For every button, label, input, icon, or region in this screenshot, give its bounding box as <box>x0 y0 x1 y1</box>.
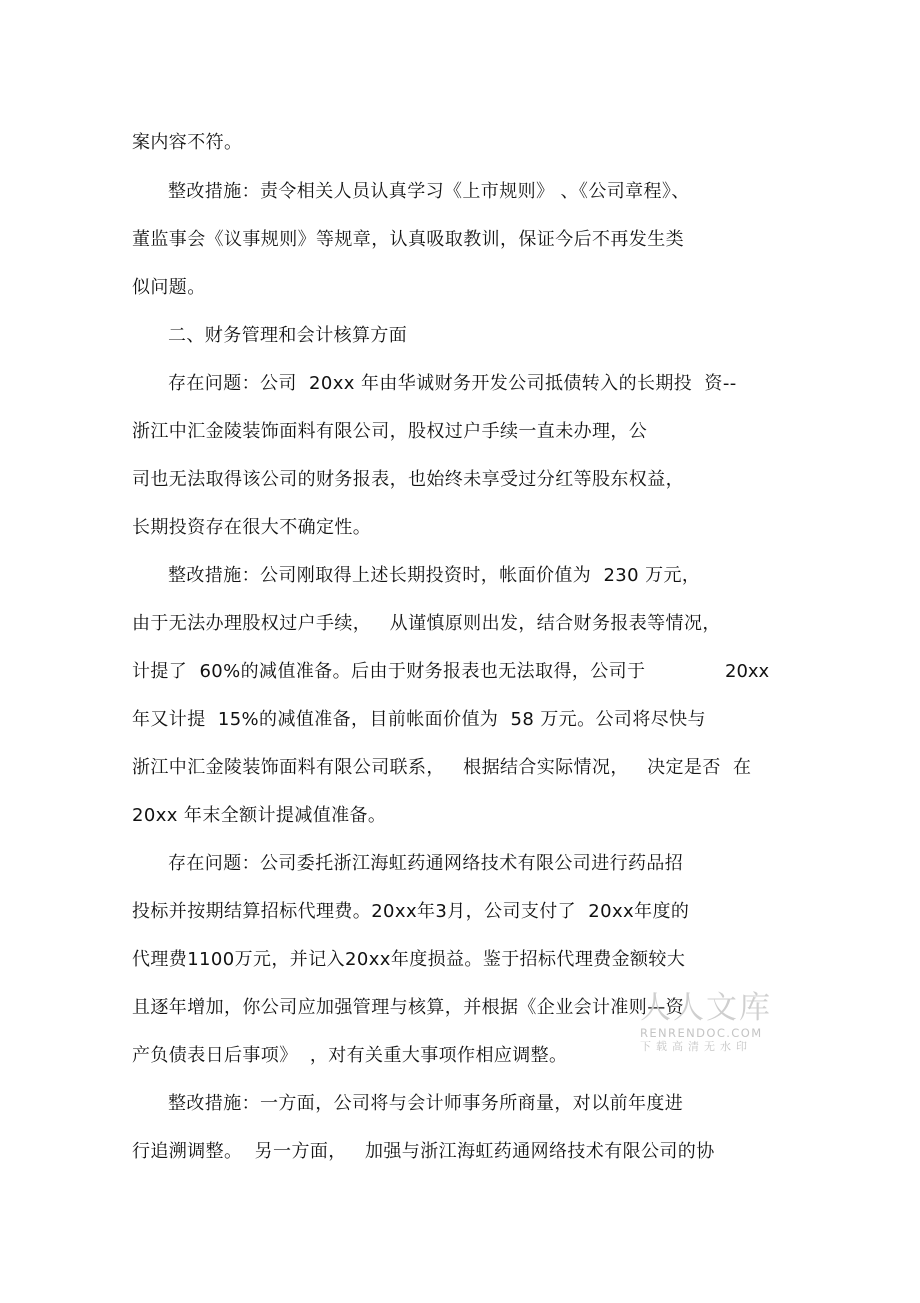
text-line-tail: 20xx <box>725 661 770 682</box>
text-line: 产负债表日后事项》 ，对有关重大事项作相应调整。 <box>132 1045 568 1066</box>
text-line: 整改措施：一方面，公司将与会计师事务所商量，对以前年度进 <box>168 1093 684 1114</box>
text-line: 行追溯调整。 另一方面， 加强与浙江海虹药通网络技术有限公司的协 <box>132 1141 715 1162</box>
text-line: 且逐年增加，你公司应加强管理与核算，并根据《企业会计准则—资 <box>132 997 684 1018</box>
watermark-subtitle: 下载高清无水印 <box>640 1040 752 1053</box>
text-line: 浙江中汇金陵装饰面料有限公司，股权过户手续一直未办理，公 <box>132 421 648 442</box>
text-line: 整改措施：公司刚取得上述长期投资时，帐面价值为 230 万元， <box>168 565 701 586</box>
text-line: 浙江中汇金陵装饰面料有限公司联系， 根据结合实际情况， 决定是否 在 <box>132 757 752 778</box>
text-line: 由于无法办理股权过户手续， 从谨慎原则出发，结合财务报表等情况， <box>132 613 721 634</box>
text-line: 代理费1100万元，并记入20xx年度损益。鉴于招标代理费金额较大 <box>132 949 686 970</box>
text-line: 司也无法取得该公司的财务报表，也始终未享受过分红等股东权益， <box>132 469 684 490</box>
text-line: 长期投资存在很大不确定性。 <box>132 517 372 538</box>
text-line: 20xx 年末全额计提减值准备。 <box>132 805 387 826</box>
text-line: 存在问题：公司委托浙江海虹药通网络技术有限公司进行药品招 <box>168 853 684 874</box>
text-line: 投标并按期结算招标代理费。20xx年3月，公司支付了 20xx年度的 <box>132 901 690 922</box>
watermark <box>640 990 780 1054</box>
text-line: 计提了 60%的减值准备。后由于财务报表也无法取得，公司于 <box>132 661 646 682</box>
text-line: 存在问题：公司 20xx 年由华诚财务开发公司抵债转入的长期投 资-- <box>168 373 737 394</box>
watermark-site: RENRENDOC.COM <box>640 1026 763 1040</box>
text-line: 案内容不符。 <box>132 132 243 153</box>
section-heading: 二、财务管理和会计核算方面 <box>168 325 408 346</box>
text-line: 似问题。 <box>132 277 206 298</box>
text-line: 整改措施：责令相关人员认真学习《上市规则》 、《公司章程》、 <box>168 181 690 202</box>
watermark-title: 人人文库 <box>640 990 772 1026</box>
text-line: 年又计提 15%的减值准备，目前帐面价值为 58 万元。公司将尽快与 <box>132 709 706 730</box>
text-line: 董监事会《议事规则》等规章，认真吸取教训，保证今后不再发生类 <box>132 229 684 250</box>
